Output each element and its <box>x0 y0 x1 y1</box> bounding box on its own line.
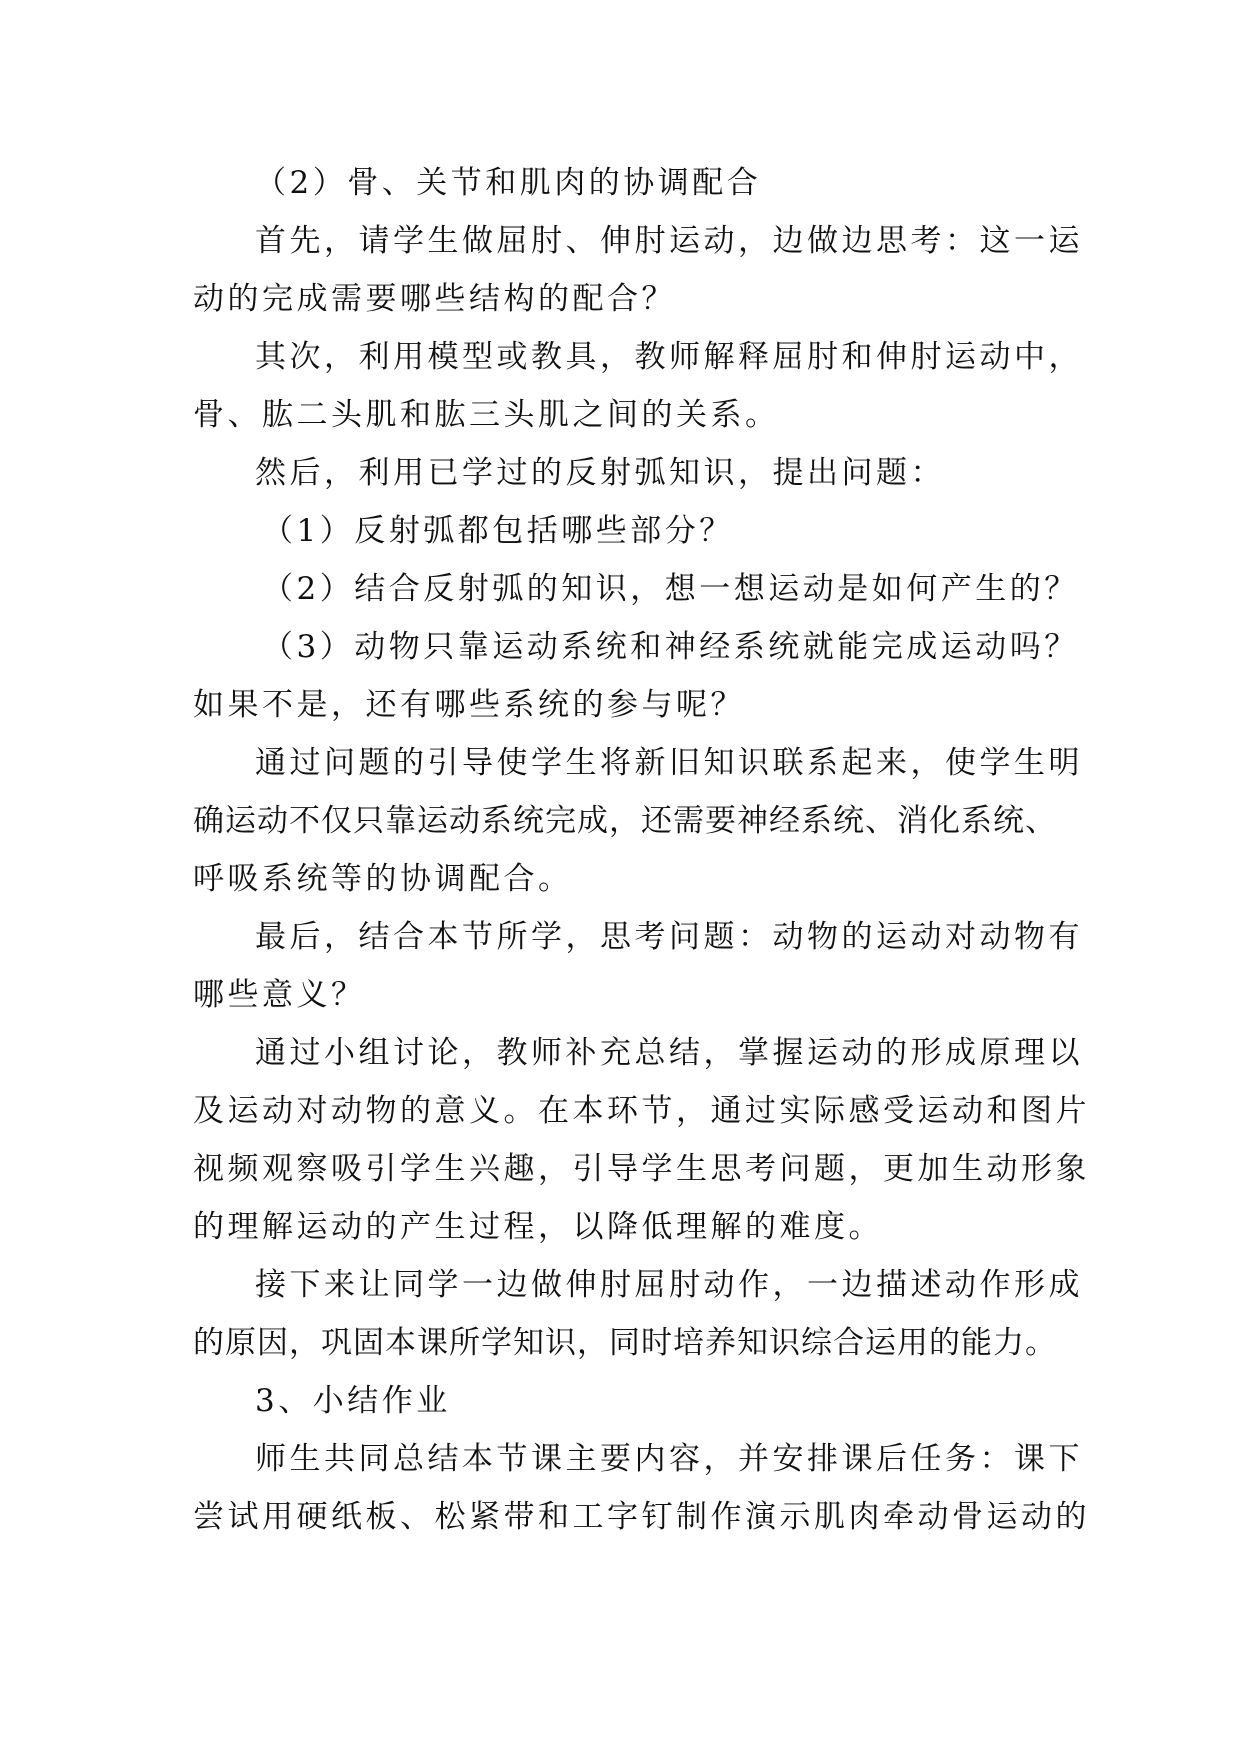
paragraph-line: 其次，利用模型或教具，教师解释屈肘和伸肘运动中， <box>255 339 1083 375</box>
paragraph-line: 呼吸系统等的协调配合。 <box>193 861 573 897</box>
question-line: （2）结合反射弧的知识，想一想运动是如何产生的？ <box>262 571 1079 607</box>
paragraph-line: 师生共同总结本节课主要内容，并安排课后任务：课下 <box>255 1441 1083 1477</box>
paragraph-line: 动的完成需要哪些结构的配合？ <box>193 281 676 317</box>
paragraph-line: 通过小组讨论，教师补充总结，掌握运动的形成原理以 <box>255 1035 1083 1071</box>
paragraph-line: 最后，结合本节所学，思考问题：动物的运动对动物有 <box>255 919 1083 955</box>
paragraph-line: 确运动不仅只靠运动系统完成，还需要神经系统、消化系统、 <box>193 803 1057 839</box>
question-line: （1）反射弧都包括哪些部分？ <box>262 513 734 549</box>
paragraph-line: 的理解运动的产生过程，以降低理解的难度。 <box>193 1209 883 1245</box>
paragraph-line: 通过问题的引导使学生将新旧知识联系起来，使学生明 <box>255 745 1083 781</box>
paragraph-line: 接下来让同学一边做伸肘屈肘动作，一边描述动作形成 <box>255 1267 1083 1303</box>
paragraph-line: 的原因，巩固本课所学知识，同时培养知识综合运用的能力。 <box>193 1325 1057 1361</box>
section-heading: （2）骨、关节和肌肉的协调配合 <box>255 165 762 201</box>
paragraph-line: 然后，利用已学过的反射弧知识，提出问题： <box>255 455 945 491</box>
question-line: （3）动物只靠运动系统和神经系统就能完成运动吗？ <box>262 629 1079 665</box>
paragraph-line: 骨、肱二头肌和肱三头肌之间的关系。 <box>193 397 780 433</box>
paragraph-line: 哪些意义？ <box>193 977 366 1013</box>
paragraph-line: 如果不是，还有哪些系统的参与呢？ <box>193 687 745 723</box>
paragraph-line: 首先，请学生做屈肘、伸肘运动，边做边思考：这一运 <box>255 223 1083 259</box>
paragraph-line: 尝试用硬纸板、松紧带和工字钉制作演示肌肉牵动骨运动的 <box>193 1499 1090 1535</box>
section-heading: 3、小结作业 <box>255 1383 451 1419</box>
paragraph-line: 及运动对动物的意义。在本环节，通过实际感受运动和图片 <box>193 1093 1090 1129</box>
paragraph-line: 视频观察吸引学生兴趣，引导学生思考问题，更加生动形象 <box>193 1151 1090 1187</box>
